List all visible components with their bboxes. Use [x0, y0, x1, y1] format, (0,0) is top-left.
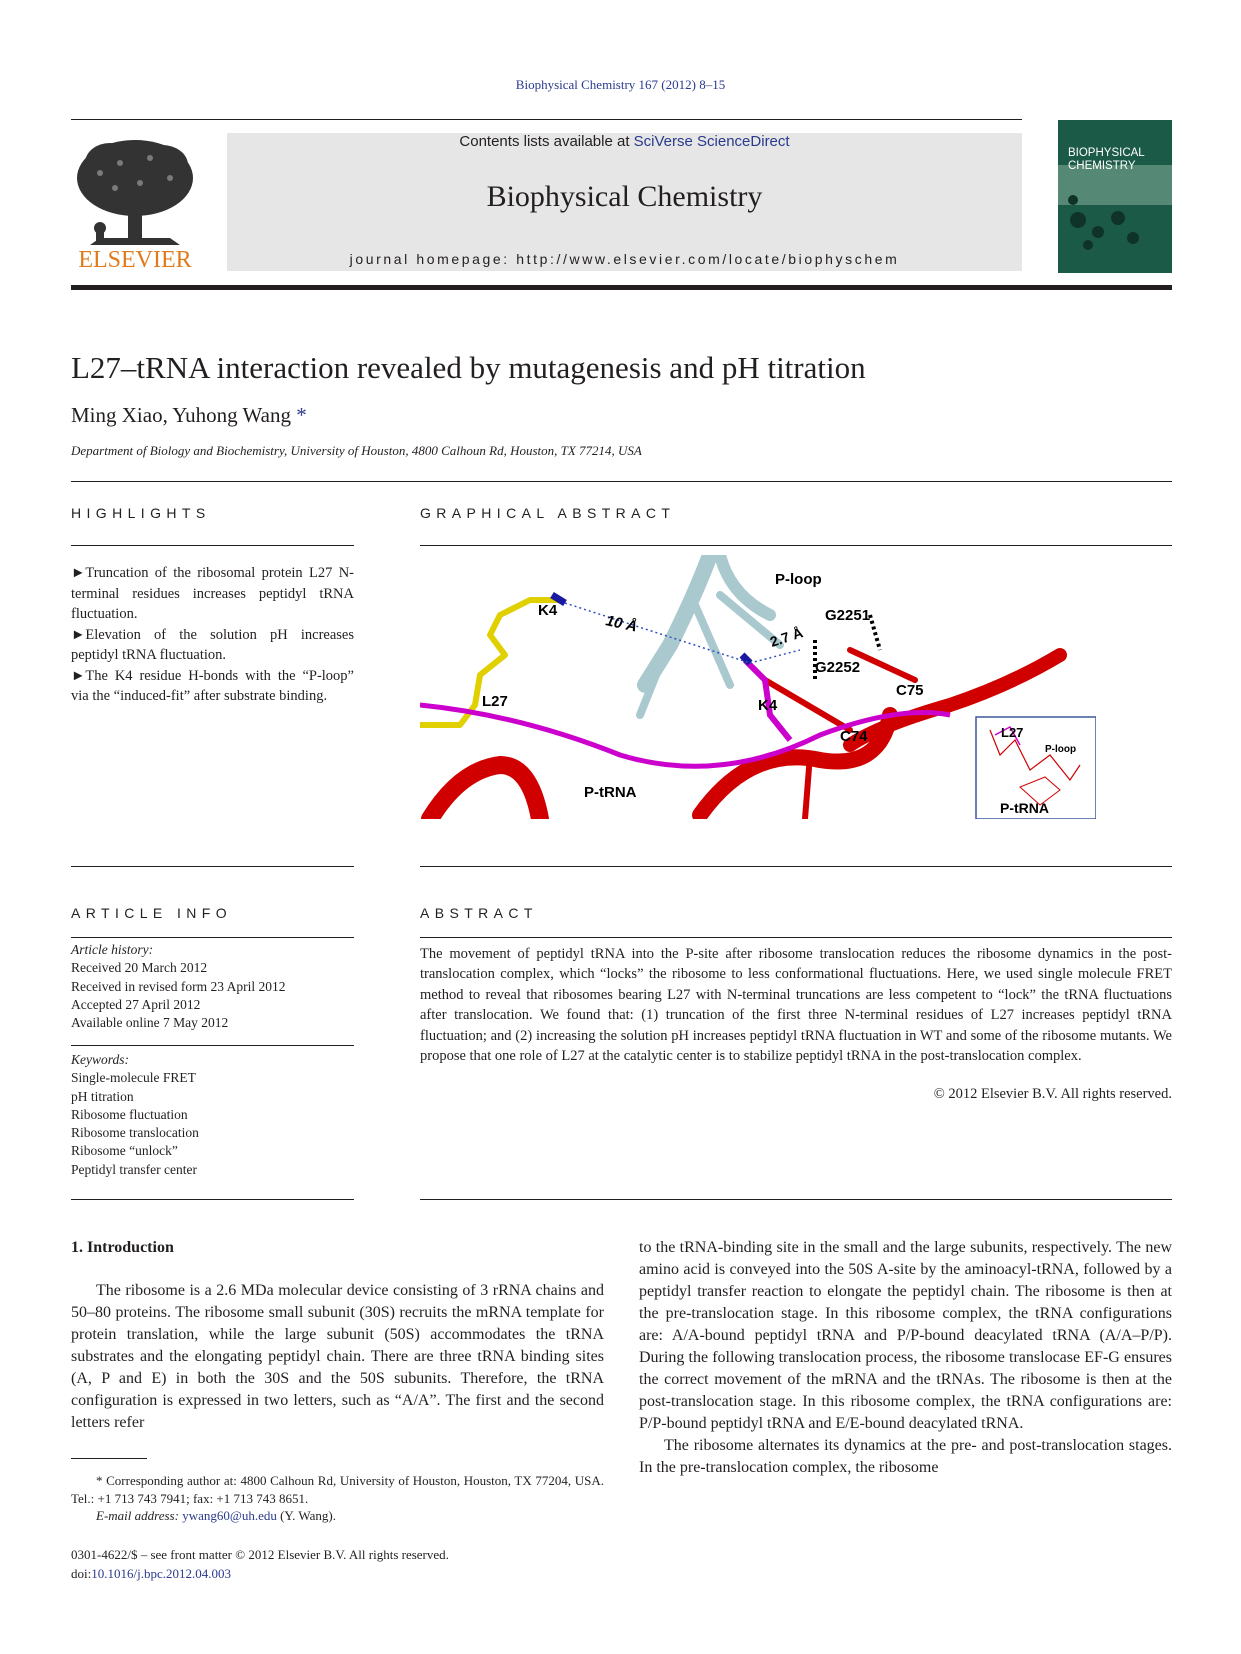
- footnote: [71, 1472, 604, 1525]
- article-info-heading: ARTICLE INFO: [71, 905, 233, 921]
- keyword-item: pH titration: [71, 1088, 134, 1104]
- keyword-item: Ribosome translocation: [71, 1125, 199, 1141]
- contents-line: [227, 133, 1022, 150]
- top-rule: [71, 119, 1022, 120]
- abstract-heading: ABSTRACT: [420, 905, 538, 921]
- history-rule: [71, 1045, 354, 1046]
- article-info-bottom-rule: [71, 1199, 354, 1200]
- bullet-icon: ►: [71, 626, 86, 643]
- label-k4-top: K4: [538, 602, 558, 619]
- doi-link[interactable]: 10.1016/j.bpc.2012.04.003: [91, 1565, 231, 1581]
- bullet-icon: ►: [71, 667, 86, 684]
- section-heading-introduction: 1. Introduction: [71, 1239, 174, 1256]
- title-rule: [71, 481, 1172, 482]
- body-paragraph: The ribosome alternates its dynamics at the pre- and post-translocation stages. In the pre-translocation complex, the ribosome: [639, 1437, 1172, 1476]
- label-g2251: G2251: [825, 607, 871, 624]
- email-suffix: (Y. Wang).: [276, 1508, 336, 1523]
- inset-label-ploop: P-loop: [1045, 744, 1077, 755]
- contents-prefix: Contents lists available at: [459, 133, 634, 150]
- graphical-abstract-bottom-rule: [420, 866, 1172, 867]
- abstract-text: The movement of peptidyl tRNA into the P-site after ribosome translocation reduces the ribosome dynamics in the post-translocation complex, which “locks” the ribosome to less conformational fluctuations. Here, we used single molecule FRET method to reveal that ribosomes bearing L27 with N-terminal truncations are less competent to “lock” the tRNA fluctuations after translocation. We found that: (1) truncation of the first three N-terminal residues of L27 increases peptidyl tRNA fluctuation; and (2) increasing the solution pH increases peptidyl tRNA fluctuation in WT and some of the ribosome mutants. We propose that one role of L27 at the catalytic center is to stabilize peptidyl tRNA in the post-translocation complex.: [420, 946, 1172, 1065]
- highlight-text: The K4 residue H-bonds with the “P-loop” via the “induced-fit” after substrate binding.: [71, 667, 354, 704]
- ploop-strand-a: [695, 605, 730, 685]
- footnote-body: Corresponding author at: 4800 Calhoun Rd, University of Houston, Houston, TX 77204, USA. Tel.: +1 713 743 7941; fax: +1 713 743 8651.: [71, 1473, 604, 1506]
- keywords: [71, 1051, 199, 1179]
- label-p-trna: P-tRNA: [584, 784, 637, 801]
- bullet-icon: ►: [71, 565, 86, 581]
- bond-27a: [750, 650, 800, 663]
- label-p-loop: P-loop: [775, 571, 822, 588]
- highlights-rule: [71, 545, 354, 546]
- journal-name: Biophysical Chemistry: [486, 180, 763, 213]
- cover-title-line1: BIOPHYSICAL: [1068, 147, 1145, 159]
- label-c74: C74: [840, 728, 868, 745]
- cover-art: [1058, 120, 1172, 273]
- label-l27: L27: [482, 693, 508, 710]
- header-thick-rule: [71, 285, 1172, 290]
- abstract-copyright: © 2012 Elsevier B.V. All rights reserved.: [933, 1086, 1172, 1102]
- graphical-abstract-figure: [420, 555, 1096, 819]
- email-label: E-mail address:: [96, 1508, 183, 1523]
- history-online: Available online 7 May 2012: [71, 1015, 229, 1031]
- elsevier-logo-text: ELSEVIER: [78, 247, 192, 273]
- highlight-item: [71, 625, 354, 666]
- footnote-mark: *: [96, 1473, 103, 1488]
- label-g2252: G2252: [815, 659, 861, 676]
- history-revised: Received in revised form 23 April 2012: [71, 978, 286, 994]
- keyword-item: Ribosome “unlock”: [71, 1143, 178, 1159]
- highlight-item: [71, 666, 354, 707]
- highlights-heading: HIGHLIGHTS: [71, 505, 211, 521]
- left-column: [71, 1280, 604, 1434]
- sciencedirect-link[interactable]: SciVerse ScienceDirect: [633, 133, 790, 150]
- front-matter: [71, 1546, 449, 1583]
- highlight-item: [71, 563, 354, 625]
- graphical-abstract-heading: GRAPHICAL ABSTRACT: [420, 505, 676, 521]
- history-accepted: Accepted 27 April 2012: [71, 996, 201, 1012]
- highlight-text: Truncation of the ribosomal protein L27 N-terminal residues increases peptidyl tRNA fluctuation.: [71, 565, 354, 622]
- highlights-bottom-rule: [71, 866, 354, 867]
- authors: [71, 403, 307, 428]
- email-link[interactable]: ywang60@uh.edu: [182, 1508, 277, 1523]
- label-27a: 2.7 Å: [767, 624, 805, 650]
- highlight-text: Elevation of the solution pH increases peptidyl tRNA fluctuation.: [71, 626, 354, 663]
- footnote-rule: [71, 1458, 147, 1459]
- history-received: Received 20 March 2012: [71, 960, 208, 976]
- footnote-email: [71, 1507, 604, 1525]
- keyword-item: Ribosome fluctuation: [71, 1106, 188, 1122]
- journal-citation[interactable]: Biophysical Chemistry 167 (2012) 8–15: [515, 77, 726, 92]
- label-k4-bottom: K4: [758, 697, 778, 714]
- cover-title: [1068, 147, 1168, 173]
- article-title: L27–tRNA interaction revealed by mutagenesis and pH titration: [71, 350, 866, 385]
- doi-line: [71, 1565, 449, 1584]
- inset-label-ptrna: P-tRNA: [1000, 800, 1049, 816]
- label-10a: 10 Å: [604, 612, 639, 636]
- keyword-item: Single-molecule FRET: [71, 1070, 196, 1086]
- doi-label: doi:: [71, 1565, 92, 1581]
- article-history: [71, 941, 285, 1032]
- cover-title-line2: CHEMISTRY: [1068, 160, 1136, 172]
- inset-label-l27: L27: [1001, 725, 1024, 740]
- issn-line: 0301-4622/$ – see front matter © 2012 Elsevier B.V. All rights reserved.: [71, 1547, 449, 1562]
- highlights-list: [71, 563, 354, 707]
- corresponding-author-mark[interactable]: *: [296, 403, 307, 427]
- trna-helix-left: [430, 765, 540, 819]
- article-info-rule: [71, 937, 354, 938]
- elsevier-logo: [70, 133, 200, 273]
- right-column: [639, 1237, 1172, 1479]
- body-paragraph: The ribosome is a 2.6 MDa molecular device consisting of 3 rRNA chains and 50–80 proteins. The ribosome small subunit (30S) recruits the mRNA template for protein translation, while the large subunit (50S) accommodates the tRNA substrates and the elongating peptidyl chain. There are three tRNA binding sites (A, P and E) in both the 30S and the 50S subunits. Therefore, the tRNA configuration is expressed in two letters, such as “A/A”. The first and the second letters refer: [71, 1282, 604, 1431]
- affiliation: Department of Biology and Biochemistry, University of Houston, 4800 Calhoun Rd, Houston, TX 77214, USA: [71, 443, 642, 458]
- footnote-text: [71, 1472, 604, 1507]
- abstract-bottom-rule: [420, 1199, 1172, 1200]
- graphical-abstract-rule: [420, 545, 1172, 546]
- journal-cover: [1058, 120, 1172, 273]
- keyword-item: Peptidyl transfer center: [71, 1161, 197, 1177]
- abstract-rule: [420, 937, 1172, 938]
- keywords-label: Keywords:: [71, 1052, 129, 1067]
- history-label: Article history:: [71, 942, 154, 957]
- author-names: Ming Xiao, Yuhong Wang: [71, 403, 297, 427]
- label-c75: C75: [896, 682, 924, 699]
- journal-homepage[interactable]: journal homepage: http://www.elsevier.com/locate/biophyschem: [349, 251, 900, 267]
- body-paragraph: to the tRNA-binding site in the small and the large subunits, respectively. The new amino acid is conveyed into the 50S A-site by the aminoacyl-tRNA, followed by a peptidyl transfer reaction to elongate the peptidyl chain. The ribosome is then at the pre-translocation stage. In this ribosome complex, the tRNA configurations are: A/A-bound peptidyl tRNA and P/P-bound deacylated tRNA (A/A–P/P). During the following translocation process, the ribosome translocase EF-G ensures the correct movement of the mRNA and the tRNAs. The ribosome is then at the post-translocation stage. In this ribosome complex, the tRNA configurations are: P/P-bound peptidyl tRNA and E/E-bound deacylated tRNA.: [639, 1239, 1172, 1432]
